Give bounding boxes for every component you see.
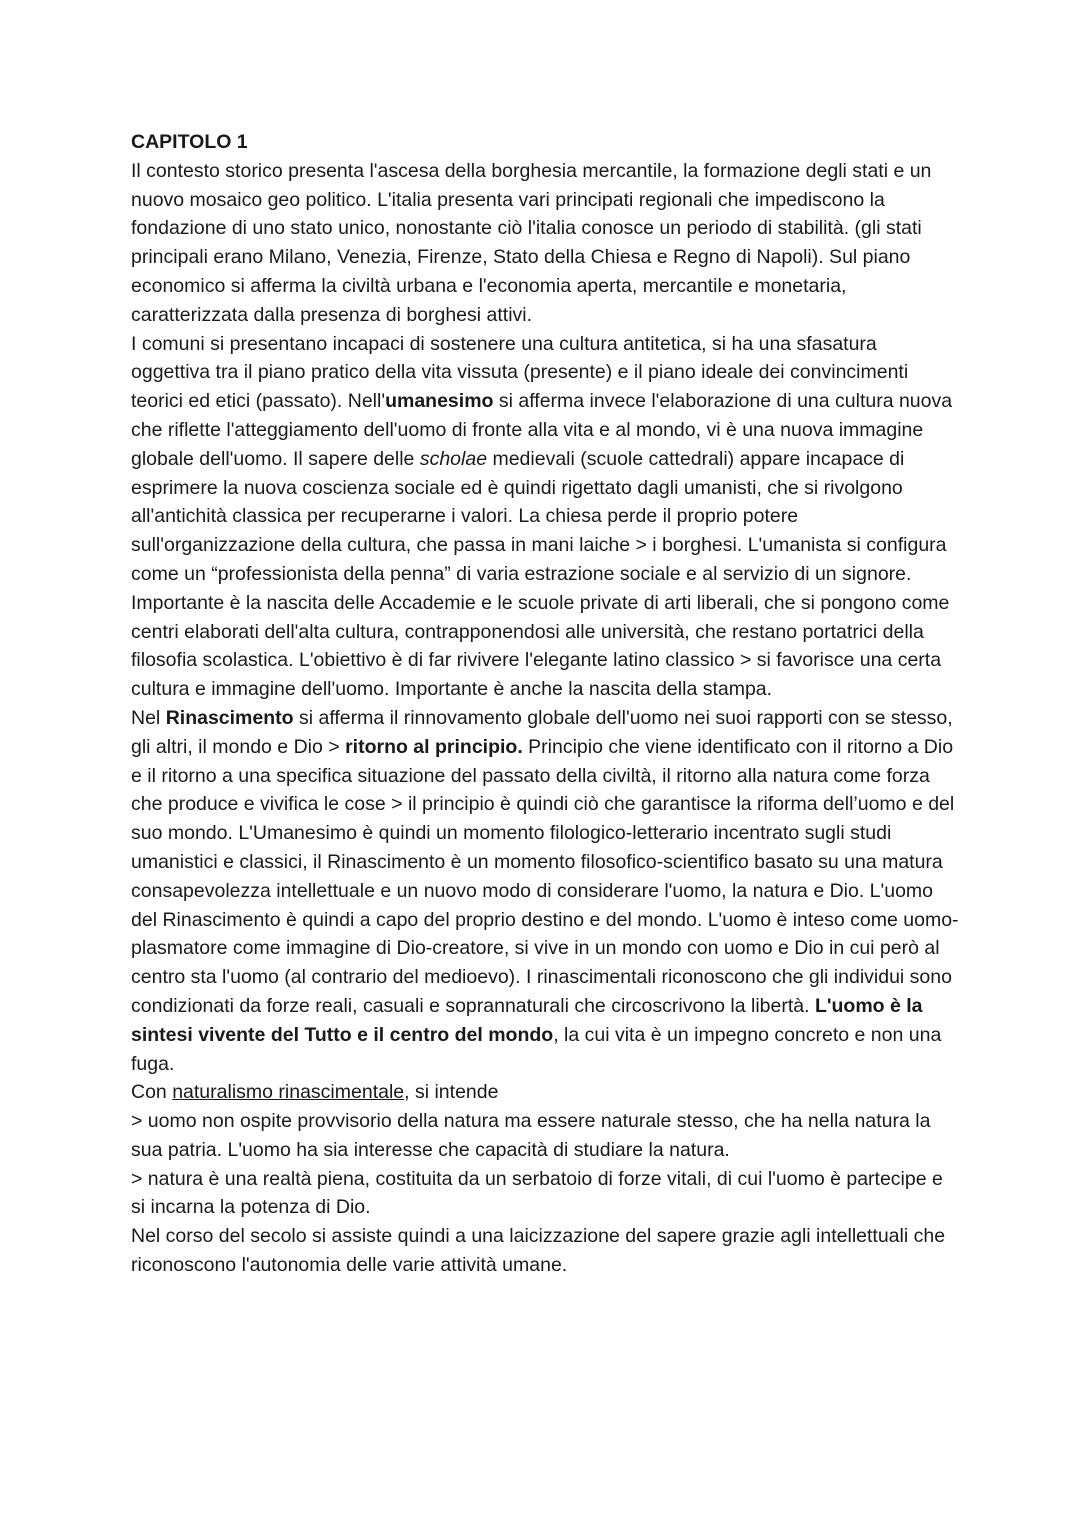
paragraph-point-uomo: > uomo non ospite provvisorio della natura ma essere naturale stesso, che ha nella natura la sua patria. L'uomo ha sia interesse che capacità di studiare la natura.: [131, 1110, 931, 1161]
bold-statement-sintesi: L'uomo è la sintesi vivente del Tutto e il centro del mondo: [131, 994, 923, 1046]
text-run: Principio che viene identificato con il ritorno a Dio e il ritorno a una specifica situazione del passato della civiltà, il ritorno alla natura come forza che produce e vivifica le cose > il principio è quindi ciò che garantisce la riforma dell’uomo e del suo mondo. L'Umanesimo è quindi un momento filologico-letterario incentrato sugli studi umanistici e classici, il Rinascimento è un momento filosofico-scientifico basato su una matura consapevolezza intellettuale e un nuovo modo di considerare l'uomo, la natura e Dio. L'uomo del Rinascimento è quindi a capo del proprio destino e del mondo. L'uomo è inteso come uomo-plasmatore come immagine di Dio-creatore, si vive in un mondo con uomo e Dio in cui però al centro sta l'uomo (al contrario del medioevo). I rinascimentali riconoscono che gli individui sono condizionati da forze reali, casuali e soprannaturali che circoscrivono la libertà.: [131, 735, 959, 1017]
text-run: si afferma invece l'elaborazione di una cultura nuova che riflette l'atteggiamento dell'uomo di fronte alla vita e al mondo, vi è una nuova immagine globale dell'uomo. Il sapere delle: [131, 390, 953, 470]
paragraph-historical-context: Il contesto storico presenta l'ascesa della borghesia mercantile, la formazione degli stati e un nuovo mosaico geo politico. L'italia presenta vari principati regionali che impediscono la fondazione di uno stato unico, nonostante ciò l'italia conosce un periodo di stabilità. (gli stati principali erano Milano, Venezia, Firenze, Stato della Chiesa e Regno di Napoli). Sul piano economico si afferma la civiltà urbana e l'economia aperta, mercantile e monetaria, caratterizzata dalla presenza di borghesi attivi.: [131, 159, 932, 326]
paragraph-conclusion: Nel corso del secolo si assiste quindi a una laicizzazione del sapere grazie agli intellettuali che riconoscono l'autonomia delle varie attività umane.: [131, 1225, 946, 1277]
paragraph-point-natura: > natura è una realtà piena, costituita da un serbatoio di forze vitali, di cui l'uomo è partecipe e si incarna la potenza di Dio.: [131, 1167, 943, 1219]
bold-term-umanesimo: umanesimo: [385, 390, 494, 413]
text-run: Con: [131, 1081, 173, 1104]
text-run: Nel: [131, 706, 166, 729]
chapter-title: CAPITOLO 1: [131, 131, 248, 153]
text-run: si afferma il rinnovamento globale dell'uomo nei suoi rapporti con se stesso, gli altri, il mondo e Dio >: [131, 706, 953, 758]
paragraph-naturalismo-intro: [131, 1078, 961, 1107]
text-run: , la cui vita è un impegno concreto e non una fuga.: [131, 1023, 942, 1075]
text-run: I comuni si presentano incapaci di sostenere una cultura antitetica, si ha una sfasatura oggettiva tra il piano pratico della vita vissuta (presente) e il piano ideale dei convincimenti teorici ed etici (passato). Nell': [131, 332, 909, 413]
paragraph-rinascimento: [131, 704, 961, 1078]
document-page: [131, 128, 961, 1280]
underlined-term-naturalismo: naturalismo rinascimentale: [172, 1081, 405, 1104]
italic-term-scholae: scholae: [419, 447, 488, 470]
bold-term-rinascimento: Rinascimento: [165, 706, 294, 729]
text-run: , si intende: [404, 1081, 499, 1104]
paragraph-umanesimo: [131, 330, 961, 704]
bold-term-ritorno-al-principio: ritorno al principio.: [345, 735, 523, 758]
text-run: medievali (scuole cattedrali) appare incapace di esprimere la nuova coscienza sociale ed è quindi rigettato dagli umanisti, che si rivolgono all'antichità classica per recuperarne i valori. La chiesa perde il proprio potere sull'organizzazione della cultura, che passa in mani laiche > i borghesi. L'umanista si configura come un “professionista della penna” di varia estrazione sociale e al servizio di un signore. Importante è la nascita delle Accademie e le scuole private di arti liberali, che si pongono come centri elaborati dell'alta cultura, contrapponendosi alle università, che restano portatrici della filosofia scolastica. L'obiettivo è di far rivivere l'elegante latino classico > si favorisce una certa cultura e immagine dell'uomo. Importante è anche la nascita della stampa.: [131, 447, 950, 701]
